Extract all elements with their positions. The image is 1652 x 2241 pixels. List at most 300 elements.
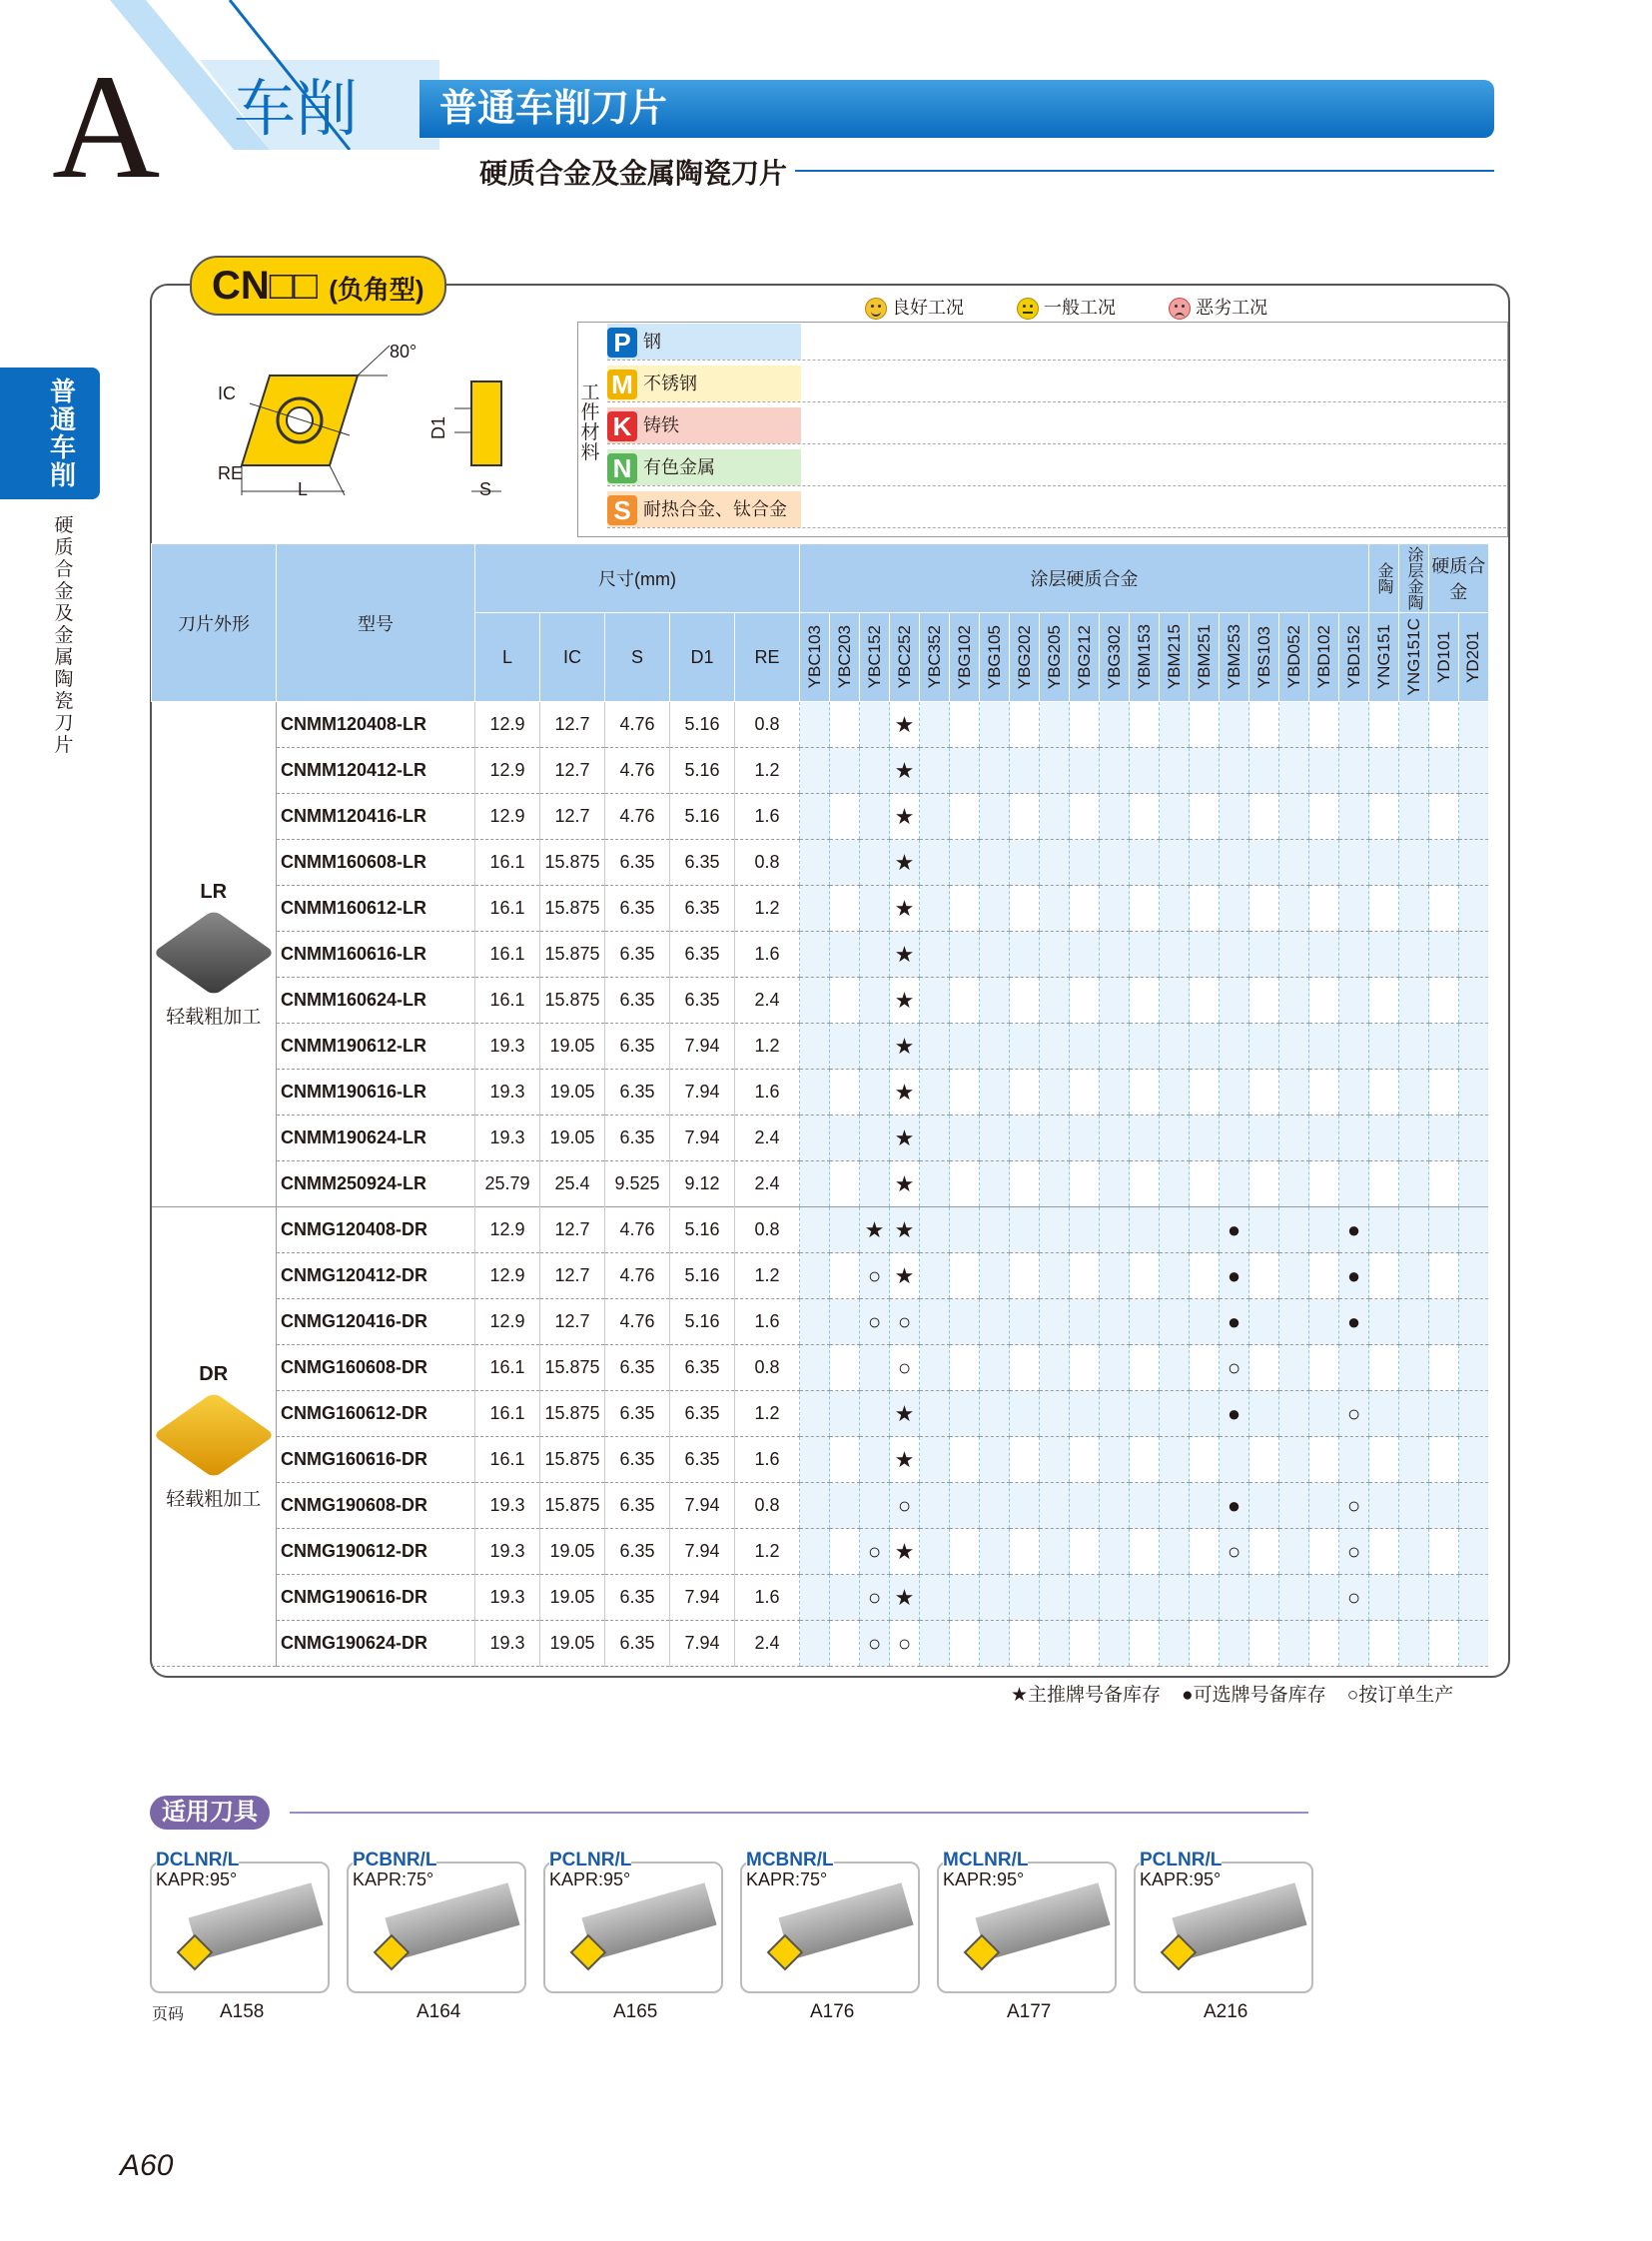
grade-cell bbox=[1070, 1253, 1100, 1299]
grade-cell bbox=[890, 1253, 920, 1299]
grade-header: YBG102 bbox=[950, 613, 980, 702]
model-cell: CNMM120412-LR bbox=[277, 748, 475, 794]
dim-cell: 2.4 bbox=[735, 1621, 800, 1667]
head-coated: 涂层硬质合金 bbox=[800, 544, 1369, 613]
grade-cell bbox=[1339, 1529, 1369, 1575]
head-dim-d1: D1 bbox=[670, 613, 735, 702]
grade-cell bbox=[1190, 886, 1220, 932]
dim-cell: 7.94 bbox=[670, 1070, 735, 1116]
availability-mark: ★ bbox=[894, 941, 915, 967]
grade-cell bbox=[1339, 1116, 1369, 1161]
grade-cell bbox=[1160, 794, 1190, 840]
grade-cell bbox=[1010, 702, 1040, 748]
availability-mark: ★ bbox=[894, 1584, 915, 1610]
head-dim-l: L bbox=[475, 613, 540, 702]
grade-cell bbox=[1279, 886, 1309, 932]
grade-header: YBD152 bbox=[1339, 613, 1369, 702]
grade-cell bbox=[1100, 932, 1130, 978]
dim-cell: 19.05 bbox=[540, 1529, 605, 1575]
material-key: N bbox=[607, 453, 637, 483]
grade-cell bbox=[920, 748, 950, 794]
grade-cell bbox=[1339, 702, 1369, 748]
grade-cell bbox=[1279, 1024, 1309, 1070]
dim-cell: 19.05 bbox=[540, 1621, 605, 1667]
grade-cell bbox=[1399, 1161, 1429, 1207]
insert-photo-icon bbox=[152, 909, 275, 995]
grade-cell bbox=[1369, 1483, 1399, 1529]
grade-cell bbox=[800, 1070, 830, 1116]
grade-cell bbox=[1220, 1437, 1249, 1483]
side-tab-label: 普通车削 bbox=[49, 376, 76, 490]
grade-cell bbox=[1279, 1437, 1309, 1483]
grade-cell bbox=[1190, 1253, 1220, 1299]
chipbreaker-code: LR bbox=[200, 880, 228, 903]
dim-cell: 12.7 bbox=[540, 1299, 605, 1345]
dim-cell: 2.4 bbox=[735, 1116, 800, 1161]
grade-cell bbox=[1399, 794, 1429, 840]
grade-cell bbox=[1070, 794, 1100, 840]
grade-cell bbox=[800, 1116, 830, 1161]
grade-cell bbox=[1369, 1621, 1399, 1667]
model-cell: CNMM120416-LR bbox=[277, 794, 475, 840]
section-letter: A bbox=[52, 44, 161, 210]
grade-cell bbox=[830, 1116, 860, 1161]
grade-cell bbox=[830, 794, 860, 840]
dim-cell: 6.35 bbox=[605, 886, 670, 932]
dim-cell: 16.1 bbox=[475, 932, 540, 978]
dim-cell: 6.35 bbox=[605, 1621, 670, 1667]
dim-cell: 9.525 bbox=[605, 1161, 670, 1207]
tool-name: MCLNR/L bbox=[943, 1850, 1029, 1870]
tool-page-ref[interactable]: A165 bbox=[613, 2001, 658, 2022]
grade-cell bbox=[920, 1575, 950, 1621]
grade-cell bbox=[1040, 1437, 1070, 1483]
grade-cell bbox=[1459, 1345, 1489, 1391]
tool-page-ref[interactable]: A164 bbox=[416, 2001, 461, 2022]
table-row bbox=[152, 794, 1489, 840]
grade-cell bbox=[1459, 1161, 1489, 1207]
grade-header: YBD102 bbox=[1309, 613, 1339, 702]
tool-kapr: KAPR:95° bbox=[156, 1869, 238, 1889]
grade-header: YNG151C bbox=[1399, 613, 1429, 702]
grade-cell bbox=[1010, 932, 1040, 978]
grade-cell bbox=[1130, 794, 1160, 840]
grade-cell bbox=[1279, 1070, 1309, 1116]
model-cell: CNMM160608-LR bbox=[277, 840, 475, 886]
grade-cell bbox=[1279, 1391, 1309, 1437]
grade-cell bbox=[1399, 1483, 1429, 1529]
dim-cell: 6.35 bbox=[605, 932, 670, 978]
grade-cell bbox=[860, 1483, 890, 1529]
grade-cell bbox=[1429, 886, 1459, 932]
table-row bbox=[152, 1621, 1489, 1667]
grade-cell bbox=[1220, 1116, 1249, 1161]
grade-cell bbox=[830, 932, 860, 978]
grade-cell bbox=[1100, 702, 1130, 748]
grade-cell bbox=[1130, 1024, 1160, 1070]
grade-cell bbox=[1429, 1483, 1459, 1529]
grade-cell bbox=[1040, 1116, 1070, 1161]
grade-cell bbox=[1249, 840, 1279, 886]
grade-cell bbox=[1369, 1299, 1399, 1345]
grade-cell bbox=[1010, 1345, 1040, 1391]
material-key: M bbox=[607, 370, 637, 399]
grade-cell bbox=[890, 1529, 920, 1575]
dim-cell: 4.76 bbox=[605, 702, 670, 748]
grade-cell bbox=[830, 886, 860, 932]
grade-cell bbox=[1100, 1621, 1130, 1667]
dim-cell: 1.2 bbox=[735, 1024, 800, 1070]
tool-page-ref[interactable]: A216 bbox=[1204, 2001, 1248, 2022]
grade-cell bbox=[1220, 1483, 1249, 1529]
availability-mark: ○ bbox=[897, 1354, 912, 1380]
grade-cell bbox=[1130, 1207, 1160, 1253]
grade-cell bbox=[1429, 1070, 1459, 1116]
grade-cell bbox=[1130, 1529, 1160, 1575]
grade-cell bbox=[1459, 1207, 1489, 1253]
grade-cell bbox=[1339, 886, 1369, 932]
grade-cell bbox=[1220, 1253, 1249, 1299]
grade-cell bbox=[1429, 1575, 1459, 1621]
material-row bbox=[607, 366, 1506, 402]
dim-cell: 7.94 bbox=[670, 1529, 735, 1575]
grade-cell bbox=[830, 1529, 860, 1575]
grade-cell bbox=[1309, 840, 1339, 886]
grade-cell bbox=[920, 1345, 950, 1391]
grade-cell bbox=[1429, 748, 1459, 794]
grade-cell bbox=[1010, 1253, 1040, 1299]
material-row bbox=[607, 324, 1506, 361]
model-cell: CNMG190624-DR bbox=[277, 1621, 475, 1667]
dim-cell: 15.875 bbox=[540, 1345, 605, 1391]
grade-cell bbox=[860, 794, 890, 840]
grade-cell bbox=[1100, 1116, 1130, 1161]
grade-cell bbox=[1130, 978, 1160, 1024]
grade-cell bbox=[890, 932, 920, 978]
grade-cell bbox=[920, 702, 950, 748]
dim-cell: 5.16 bbox=[670, 1207, 735, 1253]
grade-cell bbox=[1130, 1621, 1160, 1667]
tool-name: PCLNR/L bbox=[1140, 1850, 1223, 1870]
re-label: RE bbox=[218, 463, 244, 483]
grade-cell bbox=[1369, 794, 1399, 840]
material-name: 钢 bbox=[607, 324, 801, 360]
availability-mark: ★ bbox=[894, 1400, 915, 1426]
head-carbide: 硬质合金 bbox=[1429, 544, 1489, 613]
legend-made-to-order: ○按订单生产 bbox=[1346, 1685, 1454, 1706]
dim-cell: 5.16 bbox=[670, 1299, 735, 1345]
dim-cell: 6.35 bbox=[605, 1483, 670, 1529]
head-coated-cermet: 涂层金陶 bbox=[1399, 544, 1429, 613]
grade-cell bbox=[980, 748, 1010, 794]
grade-cell bbox=[800, 1345, 830, 1391]
grade-cell bbox=[860, 1529, 890, 1575]
tool-name: PCLNR/L bbox=[549, 1850, 632, 1870]
grade-cell bbox=[890, 1391, 920, 1437]
material-row bbox=[607, 491, 1506, 528]
grade-cell bbox=[1040, 1575, 1070, 1621]
grade-cell bbox=[1309, 1161, 1339, 1207]
grade-cell bbox=[1040, 748, 1070, 794]
grade-cell bbox=[830, 1575, 860, 1621]
dim-cell: 6.35 bbox=[670, 1391, 735, 1437]
grade-cell bbox=[1339, 1070, 1369, 1116]
grade-cell bbox=[1220, 1024, 1249, 1070]
grade-cell bbox=[860, 978, 890, 1024]
dim-cell: 12.9 bbox=[475, 1253, 540, 1299]
grade-cell bbox=[950, 1024, 980, 1070]
dim-cell: 15.875 bbox=[540, 1437, 605, 1483]
grade-cell bbox=[1190, 748, 1220, 794]
tool-name: PCBNR/L bbox=[353, 1850, 437, 1870]
grade-cell bbox=[1160, 1575, 1190, 1621]
grade-cell bbox=[1190, 702, 1220, 748]
table-row bbox=[152, 886, 1489, 932]
tool-page-ref[interactable]: A176 bbox=[810, 2001, 855, 2022]
dim-cell: 19.3 bbox=[475, 1529, 540, 1575]
grade-cell bbox=[1130, 840, 1160, 886]
grade-cell bbox=[1459, 978, 1489, 1024]
grade-cell bbox=[1160, 1207, 1190, 1253]
grade-cell bbox=[1220, 794, 1249, 840]
grade-cell bbox=[800, 840, 830, 886]
grade-cell bbox=[980, 932, 1010, 978]
model-cell: CNMM190616-LR bbox=[277, 1070, 475, 1116]
head-dim-ic: IC bbox=[540, 613, 605, 702]
grade-cell bbox=[1309, 1299, 1339, 1345]
grade-cell bbox=[1459, 1529, 1489, 1575]
grade-cell bbox=[1279, 840, 1309, 886]
grade-cell bbox=[1220, 1207, 1249, 1253]
grade-cell bbox=[1160, 1299, 1190, 1345]
grade-cell bbox=[1279, 1253, 1309, 1299]
grade-cell bbox=[1399, 1575, 1429, 1621]
grade-cell bbox=[1130, 1161, 1160, 1207]
grade-cell bbox=[830, 840, 860, 886]
grade-cell bbox=[1220, 932, 1249, 978]
grade-cell bbox=[980, 794, 1010, 840]
grade-cell bbox=[1279, 1345, 1309, 1391]
grade-cell bbox=[980, 1529, 1010, 1575]
grade-cell bbox=[1429, 1437, 1459, 1483]
grade-cell bbox=[1130, 886, 1160, 932]
grade-cell bbox=[830, 702, 860, 748]
material-key: K bbox=[607, 411, 637, 441]
grade-cell bbox=[1130, 1483, 1160, 1529]
dim-cell: 6.35 bbox=[670, 1345, 735, 1391]
grade-cell bbox=[1309, 1207, 1339, 1253]
availability-mark: ★ bbox=[894, 895, 915, 921]
grade-cell bbox=[980, 1391, 1010, 1437]
grade-cell bbox=[980, 886, 1010, 932]
grade-cell bbox=[1339, 1621, 1369, 1667]
availability-mark: ★ bbox=[894, 757, 915, 783]
grade-cell bbox=[1459, 1024, 1489, 1070]
tool-card[interactable] bbox=[740, 1850, 920, 1993]
dim-cell: 7.94 bbox=[670, 1483, 735, 1529]
dim-cell: 16.1 bbox=[475, 840, 540, 886]
grade-cell bbox=[1459, 748, 1489, 794]
grade-cell bbox=[1040, 1345, 1070, 1391]
grade-cell bbox=[890, 1207, 920, 1253]
availability-mark: ★ bbox=[894, 1033, 915, 1059]
tool-card[interactable] bbox=[347, 1850, 526, 1993]
availability-mark: ○ bbox=[867, 1584, 882, 1610]
grade-cell bbox=[1309, 794, 1339, 840]
angle-label: 80° bbox=[390, 342, 417, 362]
grade-cell bbox=[1100, 1161, 1130, 1207]
head-dims: 尺寸(mm) bbox=[475, 544, 800, 613]
s-label: S bbox=[479, 479, 492, 499]
grade-cell bbox=[1429, 794, 1459, 840]
grade-cell bbox=[860, 1116, 890, 1161]
dim-cell: 7.94 bbox=[670, 1116, 735, 1161]
grade-cell bbox=[860, 1161, 890, 1207]
grade-cell bbox=[1220, 840, 1249, 886]
grade-cell bbox=[920, 1299, 950, 1345]
dim-cell: 5.16 bbox=[670, 748, 735, 794]
grade-cell bbox=[1429, 840, 1459, 886]
grade-header: YBM215 bbox=[1160, 613, 1190, 702]
grade-cell bbox=[1070, 748, 1100, 794]
grade-cell bbox=[1369, 1391, 1399, 1437]
availability-mark: ○ bbox=[867, 1630, 882, 1656]
dim-cell: 16.1 bbox=[475, 1345, 540, 1391]
grade-header: YBG105 bbox=[980, 613, 1010, 702]
grade-cell bbox=[1190, 1116, 1220, 1161]
tool-card[interactable] bbox=[150, 1850, 330, 1993]
good-face-icon bbox=[865, 298, 887, 320]
grade-cell bbox=[950, 794, 980, 840]
grade-cell bbox=[1220, 702, 1249, 748]
grade-cell bbox=[1070, 1299, 1100, 1345]
grade-cell bbox=[1040, 1161, 1070, 1207]
availability-mark: ● bbox=[1346, 1216, 1361, 1242]
grade-cell bbox=[1040, 886, 1070, 932]
dim-cell: 2.4 bbox=[735, 1161, 800, 1207]
grade-cell bbox=[1369, 1575, 1399, 1621]
dim-cell: 6.35 bbox=[605, 840, 670, 886]
section-name: 车削 bbox=[234, 75, 359, 144]
grade-cell bbox=[1249, 1207, 1279, 1253]
grade-cell bbox=[980, 978, 1010, 1024]
grade-cell bbox=[920, 794, 950, 840]
grade-header: YBD052 bbox=[1279, 613, 1309, 702]
grade-cell bbox=[950, 840, 980, 886]
grade-cell bbox=[1010, 886, 1040, 932]
grade-cell bbox=[1040, 1253, 1070, 1299]
grade-cell bbox=[1369, 702, 1399, 748]
dim-cell: 4.76 bbox=[605, 1299, 670, 1345]
grade-cell bbox=[1279, 1116, 1309, 1161]
grade-cell bbox=[1220, 748, 1249, 794]
dim-cell: 7.94 bbox=[670, 1024, 735, 1070]
grade-cell bbox=[1100, 794, 1130, 840]
grade-cell bbox=[1160, 1437, 1190, 1483]
tool-card[interactable] bbox=[937, 1850, 1117, 1993]
grade-cell bbox=[950, 1070, 980, 1116]
dim-cell: 12.7 bbox=[540, 748, 605, 794]
grade-cell bbox=[1279, 748, 1309, 794]
grade-cell bbox=[1369, 840, 1399, 886]
tool-page-ref[interactable]: A158 bbox=[220, 2001, 265, 2022]
grade-header: YBC352 bbox=[920, 613, 950, 702]
grade-cell bbox=[1249, 702, 1279, 748]
grade-cell bbox=[1010, 978, 1040, 1024]
grade-cell bbox=[830, 1070, 860, 1116]
grade-cell bbox=[950, 702, 980, 748]
table-row bbox=[152, 1575, 1489, 1621]
grade-cell bbox=[980, 1299, 1010, 1345]
grade-cell bbox=[1249, 1391, 1279, 1437]
grade-cell bbox=[1249, 1299, 1279, 1345]
grade-cell bbox=[1040, 794, 1070, 840]
grade-cell bbox=[1160, 1621, 1190, 1667]
grade-cell bbox=[1190, 1024, 1220, 1070]
grade-cell bbox=[1190, 1621, 1220, 1667]
dim-cell: 4.76 bbox=[605, 794, 670, 840]
grade-cell bbox=[1369, 886, 1399, 932]
dim-cell: 1.2 bbox=[735, 748, 800, 794]
grade-cell bbox=[1309, 1070, 1339, 1116]
grade-cell bbox=[1010, 1575, 1040, 1621]
model-cell: CNMG160612-DR bbox=[277, 1391, 475, 1437]
grade-cell bbox=[1070, 1161, 1100, 1207]
grade-cell bbox=[1100, 1345, 1130, 1391]
grade-header: YD101 bbox=[1429, 613, 1459, 702]
grade-cell bbox=[1070, 886, 1100, 932]
grade-cell bbox=[1190, 1437, 1220, 1483]
grade-cell bbox=[800, 794, 830, 840]
model-cell: CNMM160612-LR bbox=[277, 886, 475, 932]
tools-title: 适用刀具 bbox=[150, 1796, 270, 1830]
materials-vertical-label: 工件材料 bbox=[580, 382, 600, 463]
grade-cell bbox=[1130, 1391, 1160, 1437]
grade-cell bbox=[1070, 1116, 1100, 1161]
dim-cell: 25.79 bbox=[475, 1161, 540, 1207]
grade-cell bbox=[1459, 1391, 1489, 1437]
grade-cell bbox=[1070, 1437, 1100, 1483]
tool-card[interactable] bbox=[543, 1850, 723, 1993]
series-type: (负角型) bbox=[329, 275, 424, 305]
table-row bbox=[152, 1529, 1489, 1575]
grade-cell bbox=[1010, 794, 1040, 840]
material-row bbox=[607, 407, 1506, 444]
grade-cell bbox=[1279, 1621, 1309, 1667]
grade-cell bbox=[1399, 1070, 1429, 1116]
material-name: 耐热合金、钛合金 bbox=[607, 491, 801, 527]
dim-cell: 19.05 bbox=[540, 1024, 605, 1070]
legend-average-label: 一般工况 bbox=[1044, 298, 1117, 318]
dim-cell: 12.9 bbox=[475, 794, 540, 840]
grade-cell bbox=[1040, 1207, 1070, 1253]
grade-cell bbox=[1249, 1437, 1279, 1483]
tool-card[interactable] bbox=[1134, 1850, 1313, 1993]
grade-cell bbox=[1070, 1391, 1100, 1437]
grade-cell bbox=[1369, 1345, 1399, 1391]
model-cell: CNMG120416-DR bbox=[277, 1299, 475, 1345]
grade-cell bbox=[1399, 1253, 1429, 1299]
grade-cell bbox=[1279, 1161, 1309, 1207]
grade-cell bbox=[1459, 1575, 1489, 1621]
grade-cell bbox=[890, 1621, 920, 1667]
grade-cell bbox=[890, 748, 920, 794]
grade-cell bbox=[1220, 1575, 1249, 1621]
dim-cell: 0.8 bbox=[735, 840, 800, 886]
tool-page-ref[interactable]: A177 bbox=[1007, 2001, 1052, 2022]
dim-cell: 1.6 bbox=[735, 932, 800, 978]
grade-cell bbox=[1459, 1070, 1489, 1116]
